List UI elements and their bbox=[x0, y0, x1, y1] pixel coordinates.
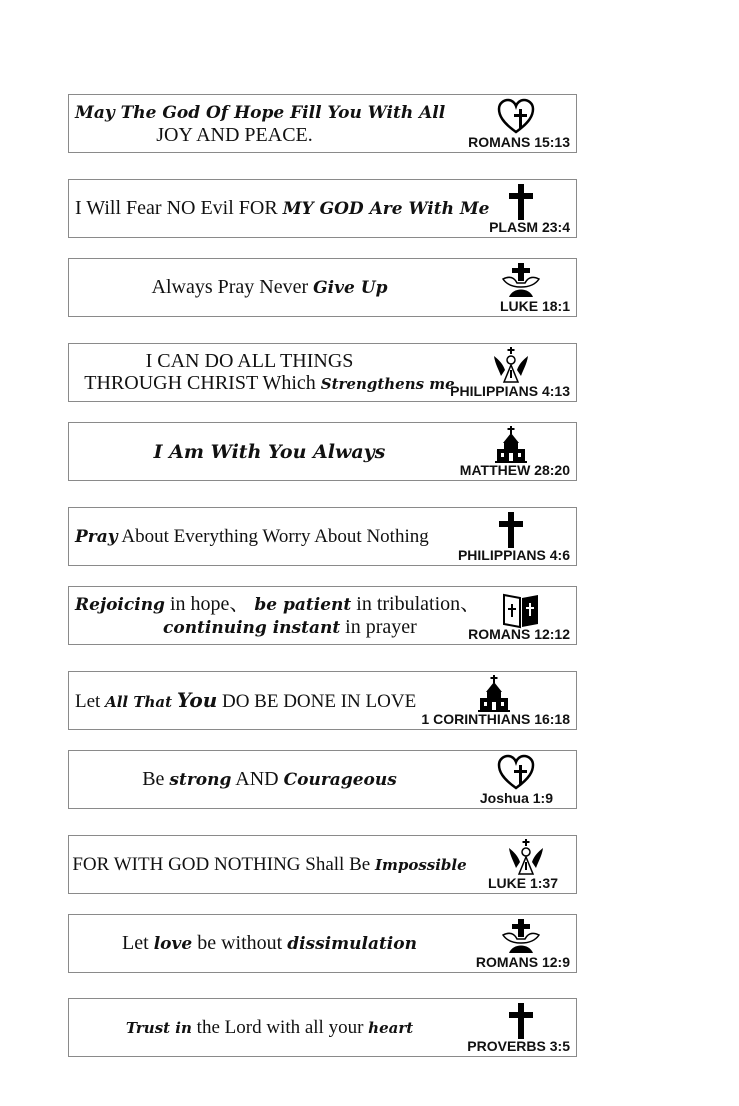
scripture-reference: PHILIPPIANS 4:6 bbox=[457, 547, 570, 563]
verse-script: Trust in bbox=[125, 1018, 192, 1037]
verse-card bbox=[68, 998, 577, 1057]
verse-line: Let bbox=[75, 690, 101, 712]
verse-script: I Am With You Always bbox=[153, 440, 386, 463]
verse-text bbox=[75, 587, 481, 644]
verse-card bbox=[68, 914, 577, 973]
verse-text bbox=[75, 95, 464, 152]
verse-script: Strengthens me bbox=[320, 375, 455, 393]
verse-line: the Lord with all your bbox=[196, 1016, 364, 1038]
verse-line: THROUGH CHRIST Which bbox=[84, 372, 316, 394]
verse-script: Rejoicing bbox=[75, 594, 165, 615]
verse-script: strong bbox=[169, 770, 232, 790]
church-icon bbox=[474, 674, 514, 714]
verse-script: be patient bbox=[254, 594, 352, 615]
verse-line: Be bbox=[142, 768, 165, 790]
verse-line: I CAN DO ALL THINGS bbox=[145, 350, 354, 372]
scripture-reference: ROMANS 15:13 bbox=[468, 134, 570, 150]
verse-line: DO BE DONE IN LOVE bbox=[221, 690, 417, 712]
heart-cross-icon bbox=[496, 753, 536, 793]
verse-text bbox=[72, 836, 467, 893]
verse-script: All That bbox=[105, 692, 173, 711]
verse-script: May The God Of Hope Fill You With All bbox=[75, 103, 446, 123]
verse-line: be without bbox=[197, 932, 283, 954]
scripture-reference: PHILIPPIANS 4:13 bbox=[450, 383, 570, 399]
verse-text bbox=[75, 999, 464, 1056]
scripture-reference: PROVERBS 3:5 bbox=[467, 1038, 570, 1054]
verse-line: Let bbox=[122, 932, 149, 954]
verse-text bbox=[75, 751, 464, 808]
verse-card bbox=[68, 258, 577, 317]
verse-text bbox=[75, 672, 426, 729]
verse-text bbox=[75, 508, 451, 565]
verse-script: Impossible bbox=[374, 855, 467, 874]
verse-line: in prayer bbox=[345, 615, 417, 638]
scripture-reference: LUKE 1:37 bbox=[487, 875, 558, 891]
verse-line: Always Pray Never bbox=[151, 276, 309, 298]
cross-icon bbox=[501, 182, 541, 222]
verse-script: Courageous bbox=[283, 770, 397, 790]
verse-card bbox=[68, 750, 577, 809]
winged-cross-icon bbox=[501, 261, 541, 301]
verse-card bbox=[68, 94, 577, 153]
winged-cross-icon bbox=[501, 917, 541, 957]
verse-text bbox=[75, 344, 464, 401]
bible-icon bbox=[501, 589, 541, 629]
verse-card bbox=[68, 179, 577, 238]
verse-script: heart bbox=[368, 1018, 414, 1037]
heart-cross-icon bbox=[496, 97, 536, 137]
verse-script: Give Up bbox=[313, 278, 388, 298]
verse-card bbox=[68, 343, 577, 402]
scripture-reference: Joshua 1:9 bbox=[479, 790, 553, 806]
cross-icon bbox=[491, 510, 531, 550]
verse-script: dissimulation bbox=[287, 934, 417, 954]
scripture-reference: ROMANS 12:9 bbox=[475, 954, 570, 970]
verse-card bbox=[68, 586, 577, 645]
church-icon bbox=[491, 425, 531, 465]
verse-script: MY GOD Are With Me bbox=[282, 199, 490, 219]
verse-text bbox=[75, 259, 464, 316]
verse-line: in hope、 bbox=[169, 592, 250, 615]
verse-line: JOY AND PEACE. bbox=[156, 124, 313, 146]
verse-line: AND bbox=[235, 768, 279, 790]
cross-icon bbox=[501, 1001, 541, 1041]
verse-line: I Will Fear NO Evil FOR bbox=[75, 197, 278, 219]
verse-card bbox=[68, 507, 577, 566]
verse-text bbox=[75, 423, 464, 480]
verse-line: in tribulation、 bbox=[356, 592, 481, 615]
scripture-reference: MATTHEW 28:20 bbox=[459, 462, 570, 478]
scripture-reference: LUKE 18:1 bbox=[499, 298, 570, 314]
verse-line: About Everything Worry About Nothing bbox=[121, 525, 429, 547]
verse-card bbox=[68, 422, 577, 481]
scripture-reference: ROMANS 12:12 bbox=[468, 626, 570, 642]
verse-text bbox=[75, 180, 490, 237]
verse-text bbox=[75, 915, 464, 972]
verse-script: love bbox=[153, 934, 193, 954]
verse-script: You bbox=[176, 687, 218, 712]
angel-icon bbox=[506, 838, 546, 878]
verse-card bbox=[68, 835, 577, 894]
verse-script: Pray bbox=[75, 526, 118, 547]
scripture-reference: PLASM 23:4 bbox=[489, 219, 570, 235]
verse-card bbox=[68, 671, 577, 730]
verse-script: continuing instant bbox=[163, 617, 341, 638]
verse-line: FOR WITH GOD NOTHING Shall Be bbox=[72, 853, 371, 875]
angel-icon bbox=[491, 346, 531, 386]
scripture-reference: 1 CORINTHIANS 16:18 bbox=[421, 711, 570, 727]
